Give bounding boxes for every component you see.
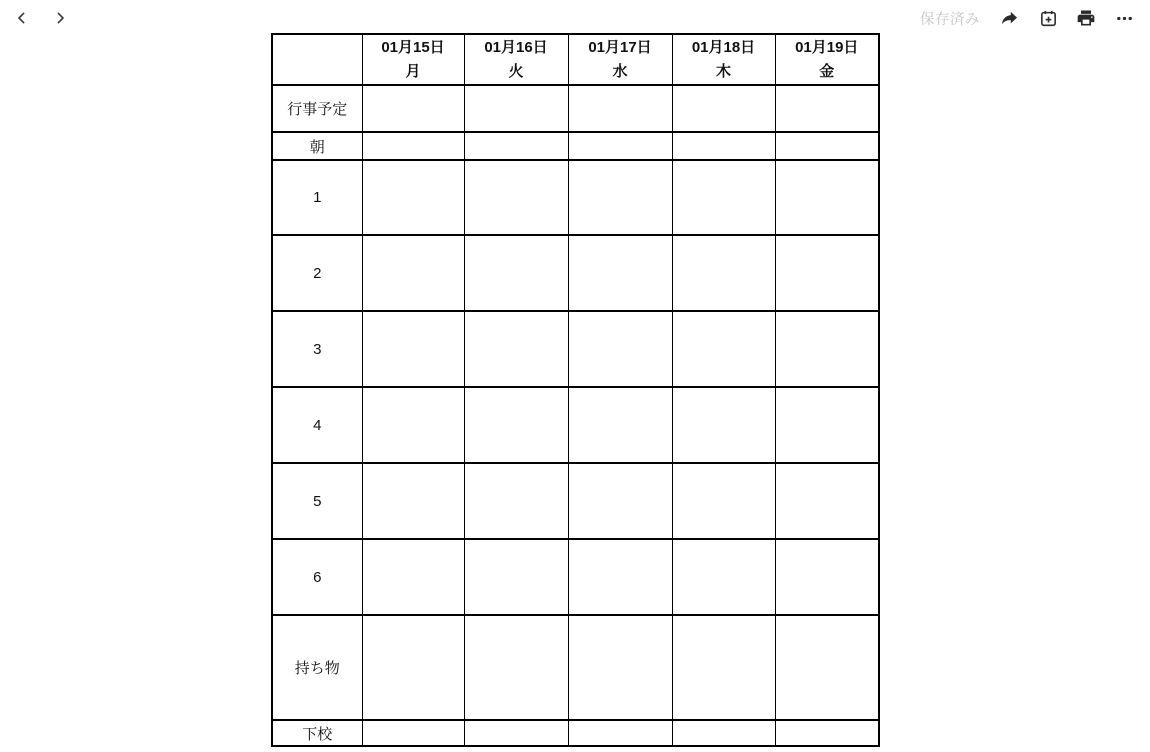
row-label: 6 (272, 539, 362, 615)
schedule-cell[interactable] (775, 235, 879, 311)
schedule-cell[interactable] (464, 311, 568, 387)
schedule-cell[interactable] (568, 615, 672, 720)
share-arrow-icon (1000, 8, 1020, 28)
schedule-cell[interactable] (464, 463, 568, 539)
schedule-cell[interactable] (775, 387, 879, 463)
row-label: 持ち物 (272, 615, 362, 720)
schedule-cell[interactable] (672, 160, 775, 235)
schedule-cell[interactable] (362, 463, 464, 539)
schedule-cell[interactable] (775, 132, 879, 160)
header-weekday: 火 (508, 62, 524, 80)
day-header (672, 34, 775, 85)
action-group (920, 6, 1136, 30)
schedule-cell[interactable] (568, 720, 672, 746)
save-status: 保存済み (920, 11, 980, 28)
schedule-cell[interactable] (775, 539, 879, 615)
schedule-area (271, 33, 880, 747)
day-header (775, 34, 879, 85)
schedule-cell[interactable] (464, 387, 568, 463)
schedule-cell[interactable] (362, 387, 464, 463)
schedule-cell[interactable] (568, 387, 672, 463)
schedule-cell[interactable] (672, 85, 775, 132)
header-row (272, 34, 879, 85)
header-date: 01月15日 (381, 38, 445, 56)
schedule-cell[interactable] (568, 463, 672, 539)
header-date: 01月16日 (484, 38, 548, 56)
table-row (272, 720, 879, 746)
table-row (272, 160, 879, 235)
header-date: 01月18日 (691, 38, 756, 56)
schedule-cell[interactable] (672, 615, 775, 720)
schedule-cell[interactable] (672, 387, 775, 463)
schedule-cell[interactable] (775, 720, 879, 746)
schedule-cell[interactable] (568, 160, 672, 235)
row-label: 2 (272, 235, 362, 311)
print-button[interactable] (1074, 6, 1098, 30)
schedule-cell[interactable] (362, 132, 464, 160)
schedule-cell[interactable] (362, 235, 464, 311)
corner-cell (272, 34, 362, 85)
nav-group (10, 6, 72, 30)
day-header (568, 34, 672, 85)
table-row (272, 539, 879, 615)
schedule-cell[interactable] (362, 539, 464, 615)
header-date: 01月17日 (588, 38, 652, 56)
header-date: 01月19日 (795, 38, 859, 56)
schedule-cell[interactable] (464, 235, 568, 311)
table-row (272, 615, 879, 720)
calendar-add-icon (1039, 9, 1058, 28)
schedule-cell[interactable] (672, 235, 775, 311)
schedule-cell[interactable] (464, 85, 568, 132)
more-horizontal-icon (1115, 9, 1134, 28)
schedule-cell[interactable] (672, 720, 775, 746)
back-button[interactable] (10, 6, 34, 30)
schedule-cell[interactable] (672, 539, 775, 615)
schedule-cell[interactable] (775, 160, 879, 235)
row-label: 5 (272, 463, 362, 539)
schedule-table (271, 33, 880, 747)
header-weekday: 金 (819, 62, 835, 80)
schedule-cell[interactable] (362, 615, 464, 720)
schedule-cell[interactable] (568, 311, 672, 387)
day-header (464, 34, 568, 85)
row-label: 4 (272, 387, 362, 463)
row-label: 行事予定 (272, 85, 362, 132)
schedule-cell[interactable] (464, 160, 568, 235)
schedule-cell[interactable] (464, 539, 568, 615)
schedule-cell[interactable] (775, 85, 879, 132)
schedule-cell[interactable] (672, 463, 775, 539)
schedule-cell[interactable] (568, 235, 672, 311)
printer-icon (1076, 8, 1096, 28)
schedule-cell[interactable] (672, 132, 775, 160)
schedule-cell[interactable] (775, 311, 879, 387)
header-weekday: 木 (715, 62, 731, 80)
schedule-cell[interactable] (362, 160, 464, 235)
schedule-cell[interactable] (568, 132, 672, 160)
chevron-left-icon (14, 10, 30, 26)
chevron-right-icon (52, 10, 68, 26)
table-row (272, 387, 879, 463)
table-row (272, 235, 879, 311)
table-row (272, 463, 879, 539)
schedule-cell[interactable] (464, 720, 568, 746)
calendar-add-button[interactable] (1036, 6, 1060, 30)
row-label: 朝 (272, 132, 362, 160)
schedule-cell[interactable] (464, 132, 568, 160)
table-row (272, 132, 879, 160)
row-label: 3 (272, 311, 362, 387)
schedule-body (272, 85, 879, 746)
schedule-cell[interactable] (568, 85, 672, 132)
share-button[interactable] (998, 6, 1022, 30)
schedule-cell[interactable] (775, 615, 879, 720)
row-label: 下校 (272, 720, 362, 746)
toolbar (0, 0, 1150, 36)
schedule-cell[interactable] (464, 615, 568, 720)
schedule-cell[interactable] (775, 463, 879, 539)
table-row (272, 311, 879, 387)
schedule-cell[interactable] (672, 311, 775, 387)
row-label: 1 (272, 160, 362, 235)
schedule-cell[interactable] (362, 311, 464, 387)
schedule-cell[interactable] (362, 85, 464, 132)
forward-button[interactable] (48, 6, 72, 30)
table-row (272, 85, 879, 132)
header-weekday: 月 (405, 62, 421, 80)
schedule-cell[interactable] (362, 720, 464, 746)
more-button[interactable] (1112, 6, 1136, 30)
header-weekday: 水 (612, 62, 628, 80)
schedule-cell[interactable] (568, 539, 672, 615)
day-header (362, 34, 464, 85)
